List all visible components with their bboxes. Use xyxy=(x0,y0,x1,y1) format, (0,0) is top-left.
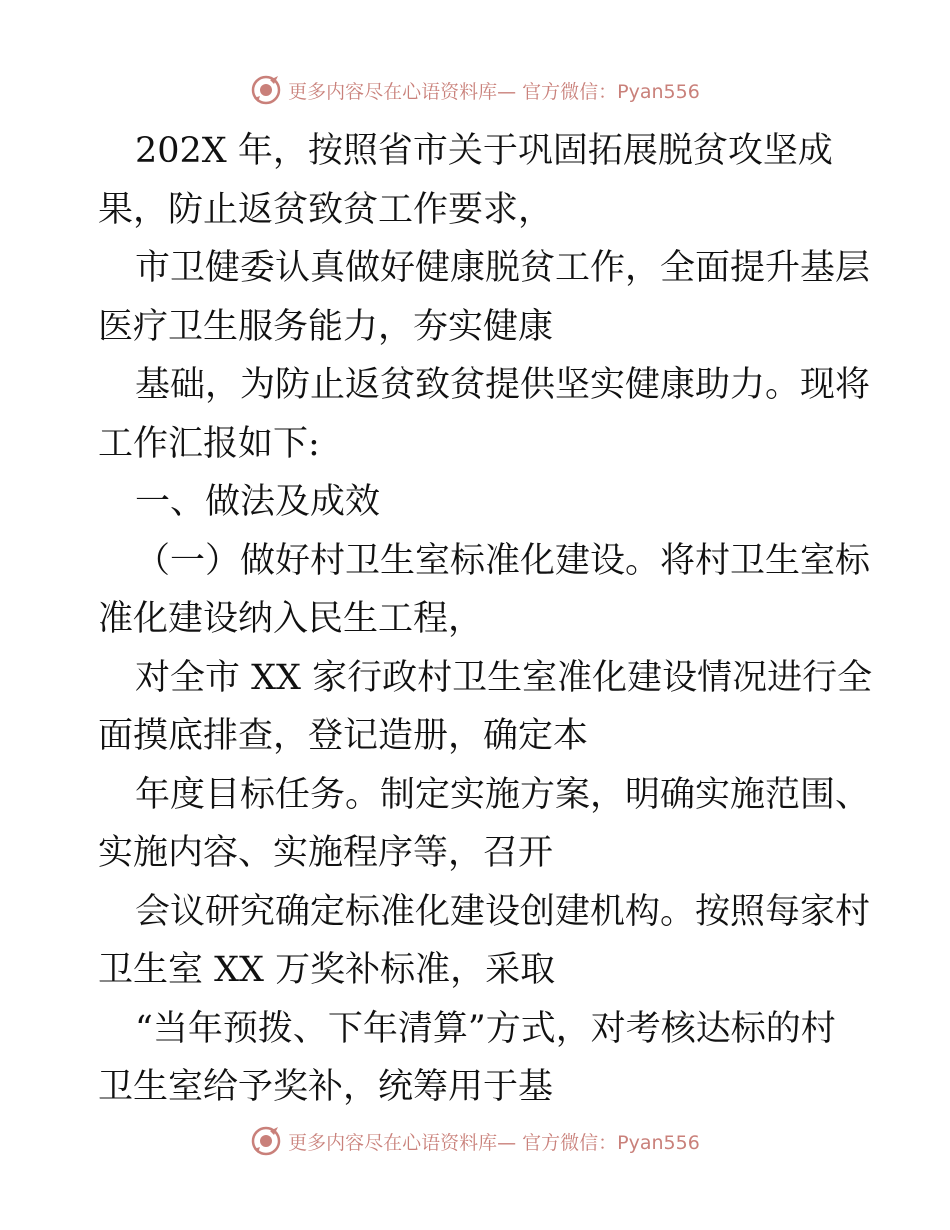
text-line: 202X 年，按照省市关于巩固拓展脱贫攻坚成 xyxy=(135,131,833,171)
subsection-heading: （一）做好村卫生室标准化建设。将村卫生室标 xyxy=(135,540,871,581)
text-line: 卫生室给予奖补，统筹用于基 xyxy=(98,1067,554,1107)
text-line: 医疗卫生服务能力，夯实健康 xyxy=(98,306,554,347)
text-line: 工作汇报如下: xyxy=(98,423,320,464)
text-line: 面摸底排查，登记造册，确定本 xyxy=(98,716,589,756)
header-wechat-text: 官方微信：Pyan556 xyxy=(522,80,700,103)
text-line: 准化建设纳入民生工程， xyxy=(98,599,484,639)
header-brand-text: 更多内容尽在心语资料库— xyxy=(288,80,517,103)
text-line: 会议研究确定标准化建设创建机构。按照每家村 xyxy=(135,891,871,932)
brand-logo-icon xyxy=(250,1125,282,1157)
text-line: 果，防止返贫致贫工作要求， xyxy=(98,189,554,230)
footer-watermark xyxy=(0,1121,950,1161)
header-watermark xyxy=(0,70,950,110)
text-line: 年度目标任务。制定实施方案，明确实施范围、 xyxy=(135,774,871,815)
brand-logo-icon xyxy=(250,74,282,106)
text-line: 基础，为防止返贫致贫提供坚实健康助力。现将 xyxy=(135,365,871,405)
text-line: 市卫健委认真做好健康脱贫工作，全面提升基层 xyxy=(135,248,871,288)
footer-wechat-text: 官方微信：Pyan556 xyxy=(522,1131,700,1154)
text-line: 卫生室 XX 万奖补标准，采取 xyxy=(98,950,556,990)
section-heading: 一、做法及成效 xyxy=(135,482,381,522)
document-body xyxy=(98,122,873,1117)
footer-brand-text: 更多内容尽在心语资料库— xyxy=(288,1131,517,1154)
text-line: 对全市 XX 家行政村卫生室准化建设情况进行全 xyxy=(135,657,873,698)
text-line: 实施内容、实施程序等，召开 xyxy=(98,833,554,873)
text-line: “当年预拨、下年清算”方式，对考核达标的村 xyxy=(135,1008,836,1049)
